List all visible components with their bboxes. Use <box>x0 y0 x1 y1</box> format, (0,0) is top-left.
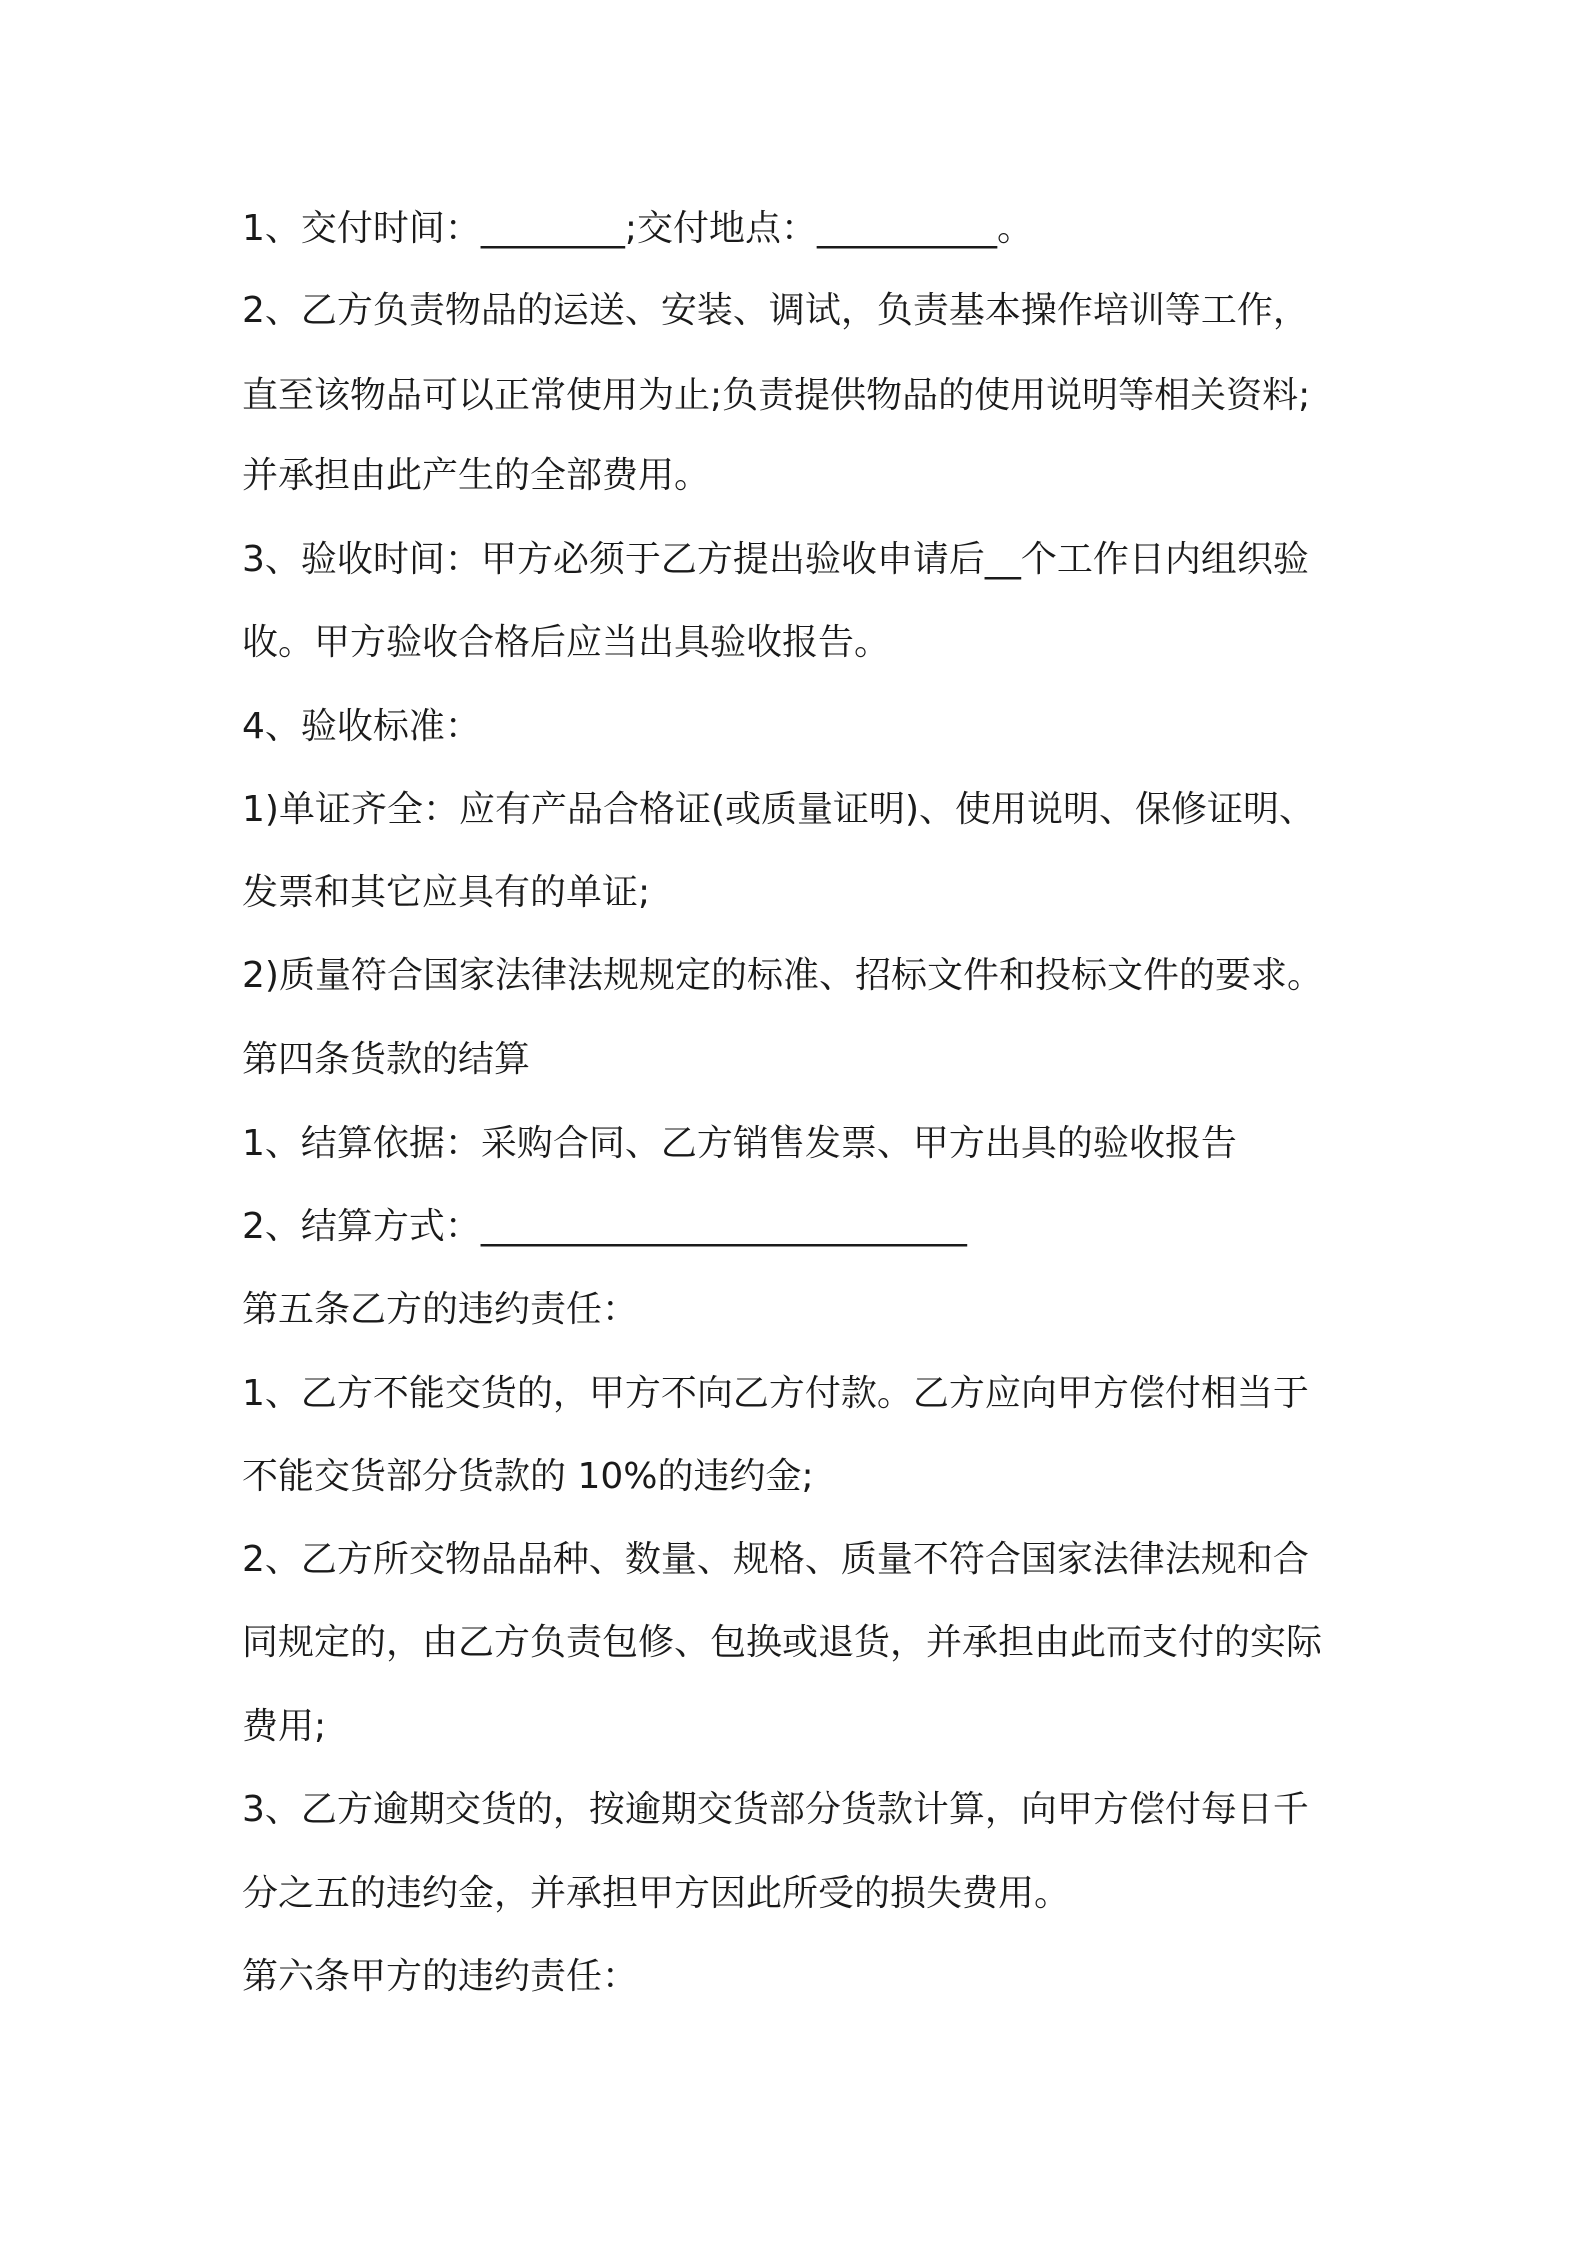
paragraph-line: 发票和其它应具有的单证; <box>242 872 651 913</box>
paragraph-line: 不能交货部分货款的 10%的违约金; <box>242 1456 814 1497</box>
paragraph-line: 2、乙方负责物品的运送、安装、调试，负责基本操作培训等工作， <box>242 290 1309 331</box>
paragraph-line: 同规定的，由乙方负责包修、包换或退货，并承担由此而支付的实际 <box>242 1622 1323 1663</box>
paragraph-line: 直至该物品可以正常使用为止;负责提供物品的使用说明等相关资料; <box>242 375 1311 416</box>
paragraph-line: 3、乙方逾期交货的，按逾期交货部分货款计算，向甲方偿付每日千 <box>242 1789 1309 1830</box>
section-heading: 第五条乙方的违约责任： <box>242 1289 639 1330</box>
section-heading: 第六条甲方的违约责任： <box>242 1956 639 1997</box>
paragraph-line: 1、乙方不能交货的，甲方不向乙方付款。乙方应向甲方偿付相当于 <box>242 1373 1309 1414</box>
paragraph-line: 1)单证齐全：应有产品合格证(或质量证明)、使用说明、保修证明、 <box>242 789 1316 830</box>
paragraph-line: 3、验收时间：甲方必须于乙方提出验收申请后__个工作日内组织验 <box>242 539 1309 580</box>
delivery-time-place-line: 1、交付时间：________;交付地点：__________。 <box>242 208 1034 249</box>
paragraph-line: 并承担由此产生的全部费用。 <box>242 455 711 496</box>
section-heading: 第四条货款的结算 <box>242 1039 531 1080</box>
paragraph-line: 2、乙方所交物品品种、数量、规格、质量不符合国家法律法规和合 <box>242 1539 1309 1580</box>
paragraph-line: 1、结算依据：采购合同、乙方销售发票、甲方出具的验收报告 <box>242 1123 1237 1164</box>
paragraph-line: 费用; <box>242 1706 327 1747</box>
paragraph-line: 收。甲方验收合格后应当出具验收报告。 <box>242 622 891 663</box>
paragraph-line: 2、结算方式：___________________________ <box>242 1206 967 1247</box>
paragraph-line: 分之五的违约金，并承担甲方因此所受的损失费用。 <box>242 1873 1071 1914</box>
paragraph-line: 4、验收标准： <box>242 706 481 747</box>
paragraph-line: 2)质量符合国家法律法规规定的标准、招标文件和投标文件的要求。 <box>242 955 1323 996</box>
